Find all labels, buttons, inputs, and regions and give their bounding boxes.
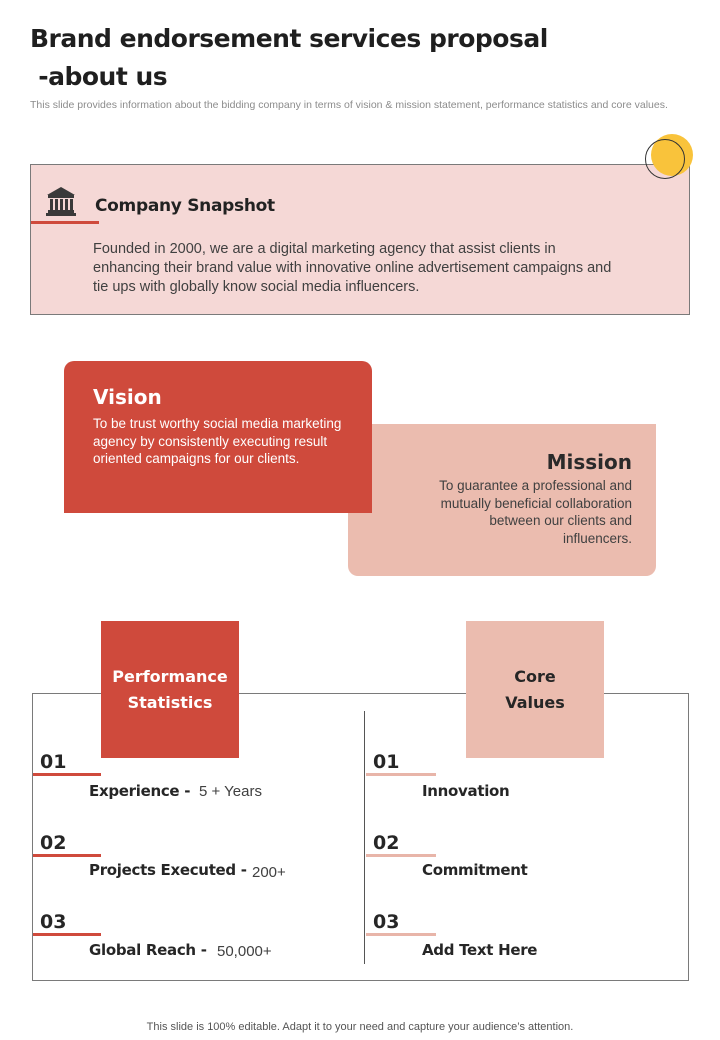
core-heading-line2: Values (505, 692, 565, 712)
performance-number: 03 (40, 911, 67, 933)
core-value-number: 01 (373, 751, 400, 773)
performance-statistics-heading (101, 621, 239, 758)
performance-number: 01 (40, 751, 67, 773)
footer-note: This slide is 100% editable. Adapt it to your need and capture your audience’s attention. (146, 1021, 574, 1033)
performance-underline (33, 933, 101, 936)
performance-value: 5 + Years (199, 783, 262, 800)
core-value-number: 02 (373, 832, 400, 854)
performance-underline (33, 773, 101, 776)
performance-underline (33, 854, 101, 857)
performance-heading-line2: Statistics (127, 692, 213, 712)
snapshot-underline (31, 221, 99, 224)
core-heading-line1: Core (514, 666, 556, 686)
panel-divider (364, 711, 365, 964)
core-value-number: 03 (373, 911, 400, 933)
core-value-label: Innovation (422, 782, 510, 800)
performance-label: Experience - (89, 782, 191, 800)
outline-circle-decoration (645, 139, 685, 179)
performance-value: 200+ (252, 864, 286, 881)
page-title (30, 20, 670, 96)
core-value-label: Add Text Here (422, 941, 538, 959)
snapshot-title: Company Snapshot (95, 196, 275, 216)
performance-label: Projects Executed - (89, 861, 247, 879)
page-title-line2: -about us (30, 62, 168, 91)
performance-value: 50,000+ (217, 943, 272, 960)
vision-title: Vision (93, 385, 162, 409)
performance-number: 02 (40, 832, 67, 854)
core-value-underline (366, 773, 436, 776)
bank-icon (44, 184, 78, 218)
performance-label: Global Reach - (89, 941, 207, 959)
page-subtitle: This slide provides information about the bidding company in terms of vision & mission statement, performance statistics and core values. (30, 99, 668, 111)
core-value-underline (366, 854, 436, 857)
performance-heading-line1: Performance (112, 666, 228, 686)
mission-text: To guarantee a professional and mutually beneficial collaboration between our clients and influencers. (439, 478, 632, 546)
vision-text: To be trust worthy social media marketing agency by consistently executing result oriented campaigns for our clients. (93, 416, 342, 466)
core-value-underline (366, 933, 436, 936)
page-title-line1: Brand endorsement services proposal (30, 24, 548, 53)
core-values-heading (466, 621, 604, 758)
core-value-label: Commitment (422, 861, 528, 879)
snapshot-text: Founded in 2000, we are a digital marketing agency that assist clients in enhancing their brand value with innovative online advertisement campaigns and tie ups with globally know social media influencers. (93, 241, 612, 295)
mission-title: Mission (546, 450, 632, 474)
